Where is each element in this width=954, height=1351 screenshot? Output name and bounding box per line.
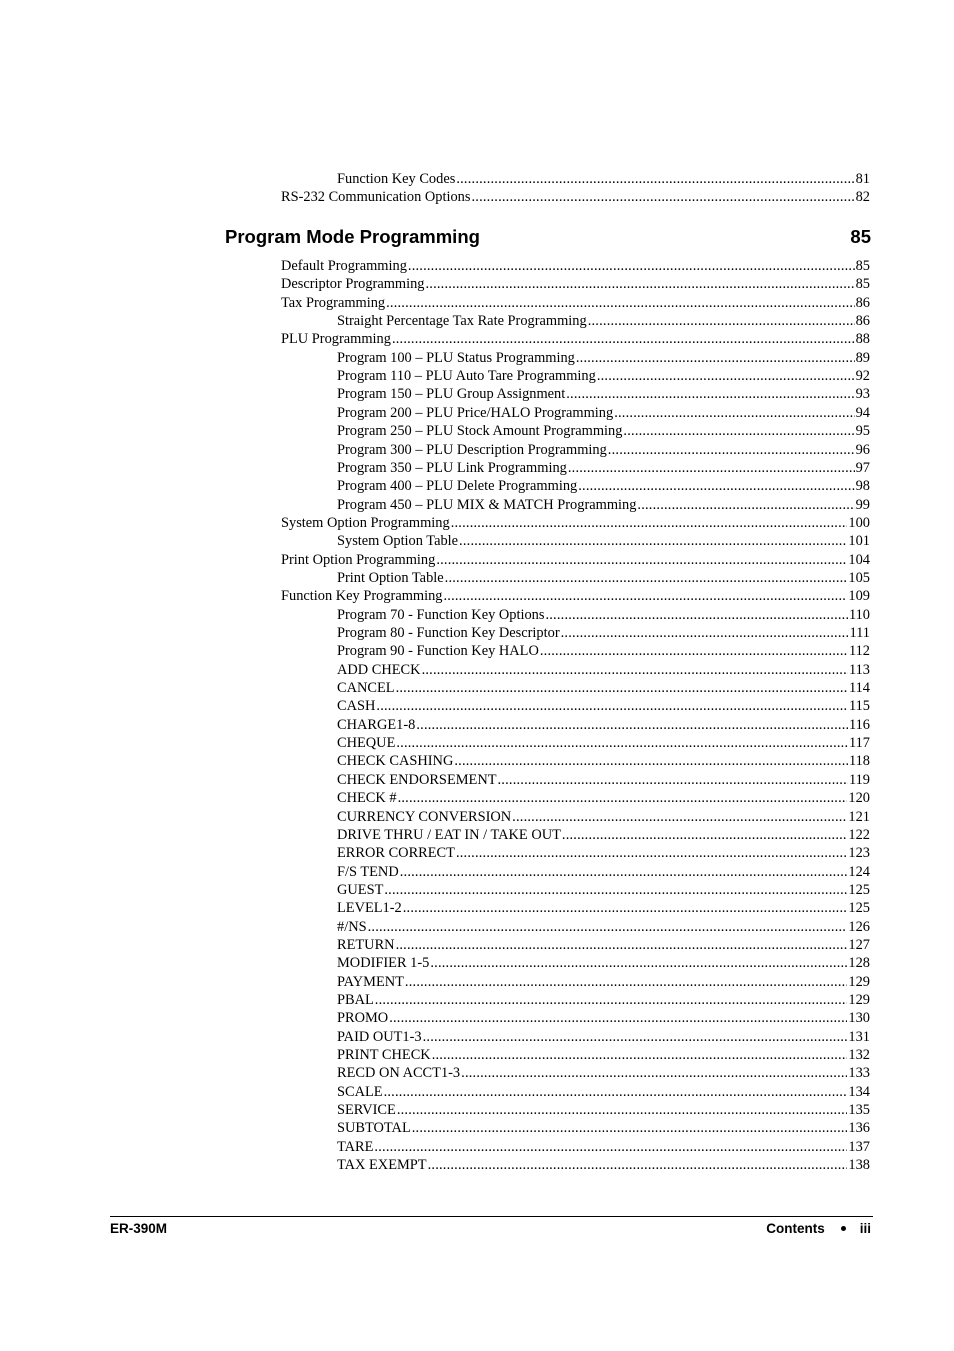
dot-leader [623, 422, 854, 440]
toc-entry-page: 96 [855, 441, 870, 458]
toc-entry-page: 136 [848, 1120, 870, 1137]
dot-leader [456, 170, 854, 188]
dot-leader [384, 881, 847, 899]
toc-entry-title: PBAL [337, 992, 374, 1008]
footer-section-label: Contents [766, 1221, 825, 1236]
toc-entry-title: TAX EXEMPT [337, 1157, 427, 1174]
dot-leader [375, 991, 848, 1009]
dot-leader [445, 569, 848, 587]
section-heading [225, 226, 871, 248]
toc-entry-page: 89 [855, 349, 870, 366]
toc-entry-title: F/S TEND [337, 863, 399, 880]
toc-entry[interactable] [337, 1028, 870, 1046]
dot-leader [386, 294, 855, 312]
toc-entry-page: 104 [848, 551, 870, 568]
toc-entry-title: RETURN [337, 936, 395, 953]
toc-entry[interactable] [337, 734, 870, 752]
toc-entry[interactable] [337, 679, 870, 697]
toc-entry[interactable] [281, 514, 870, 532]
section-page: 85 [850, 226, 871, 247]
toc-entry-title: Program 70 - Function Key Options [337, 606, 545, 623]
dot-leader [471, 188, 854, 206]
toc-entry[interactable] [337, 918, 870, 936]
bullet-icon [841, 1226, 846, 1231]
toc-entry-title: TARE [337, 1138, 374, 1155]
dot-leader [562, 826, 848, 844]
dot-leader [451, 514, 848, 532]
toc-entry[interactable] [337, 1064, 870, 1082]
toc-entry[interactable] [337, 844, 870, 862]
toc-entry-page: 126 [848, 918, 870, 935]
dot-leader [576, 349, 855, 367]
dot-leader [405, 973, 847, 991]
toc-entry-page: 125 [848, 881, 870, 898]
dot-leader [412, 1119, 848, 1137]
toc-entry-title: SCALE [337, 1083, 383, 1100]
toc-entry-title: Program 90 - Function Key HALO [337, 643, 539, 660]
toc-entry[interactable] [281, 587, 870, 605]
toc-entry[interactable] [337, 954, 870, 972]
toc-entry[interactable] [337, 716, 870, 734]
toc-entry[interactable] [281, 275, 870, 293]
toc-entry[interactable] [337, 532, 870, 550]
toc-entry-title: Default Programming [281, 258, 407, 274]
toc-entry-page: 92 [855, 368, 870, 385]
toc-entry[interactable] [337, 881, 870, 899]
toc-entry-title: Program 80 - Function Key Descriptor [337, 625, 560, 641]
toc-entry[interactable] [337, 349, 870, 367]
toc-entry-page: 134 [848, 1083, 870, 1100]
toc-entry[interactable] [337, 1046, 870, 1064]
toc-entry[interactable] [337, 496, 870, 514]
toc-entry-page: 113 [848, 661, 870, 678]
toc-entry-title: CHECK CASHING [337, 753, 454, 770]
toc-entry-page: 133 [848, 1065, 870, 1082]
toc-entry-page: 135 [848, 1102, 870, 1119]
toc-entry-page: 128 [848, 955, 870, 972]
toc-entry-title: Program 110 – PLU Auto Tare Programming [337, 368, 596, 385]
toc-entry-page: 105 [848, 569, 870, 586]
dot-leader [456, 844, 847, 862]
toc-entry-page: 137 [848, 1138, 870, 1155]
toc-entry-title: System Option Programming [281, 514, 450, 531]
dot-leader [400, 863, 848, 881]
toc-entry-page: 94 [855, 404, 870, 421]
toc-entry-page: 88 [855, 331, 870, 348]
toc-entry-title: Tax Programming [281, 294, 386, 311]
toc-entry-title: ERROR CORRECT [337, 845, 455, 862]
toc-entry[interactable] [337, 752, 870, 770]
toc-entry-title: CHECK ENDORSEMENT [337, 771, 497, 788]
toc-entry-title: Program 350 – PLU Link Programming [337, 459, 567, 476]
toc-entry-title: PLU Programming [281, 331, 391, 348]
toc-entry-title: Program 150 – PLU Group Assignment [337, 386, 566, 403]
toc-entry-page: 129 [848, 992, 870, 1008]
dot-leader [397, 1101, 848, 1119]
toc-entry-title: Program 300 – PLU Description Programming [337, 441, 607, 458]
toc-entry[interactable] [337, 404, 870, 422]
toc-entry[interactable] [337, 863, 870, 881]
dot-leader [398, 789, 848, 807]
dot-leader [545, 606, 847, 624]
toc-entry[interactable] [337, 1009, 870, 1027]
toc-entry-page: 97 [855, 459, 870, 476]
toc-entry-page: 101 [848, 533, 870, 550]
dot-leader [374, 1138, 847, 1156]
dot-leader [396, 679, 848, 697]
toc-entry-page: 116 [848, 716, 870, 733]
dot-leader [588, 312, 855, 330]
toc-entry[interactable] [337, 771, 870, 789]
toc-entry-page: 114 [848, 680, 870, 697]
toc-entry-page: 100 [848, 514, 870, 531]
section-title: Program Mode Programming [225, 226, 480, 247]
toc-entry-title: PRINT CHECK [337, 1047, 431, 1064]
toc-entry-page: 129 [848, 973, 870, 990]
toc-entry-page: 93 [855, 386, 870, 403]
dot-leader [384, 1083, 848, 1101]
toc-entry-page: 111 [849, 625, 870, 641]
toc-entry-page: 99 [855, 496, 870, 513]
toc-entry-title: #/NS [337, 918, 367, 935]
toc-entry-title: Function Key Codes [337, 171, 456, 187]
dot-leader [637, 496, 854, 514]
toc-entry[interactable] [337, 441, 870, 459]
toc-entry[interactable] [337, 606, 870, 624]
toc-entry-title: RS-232 Communication Options [281, 189, 471, 206]
toc-entry[interactable] [337, 899, 870, 917]
toc-entry-title: Descriptor Programming [281, 276, 425, 293]
toc-entry[interactable] [337, 170, 870, 188]
toc-entry-page: 138 [848, 1157, 870, 1174]
toc-entry[interactable] [337, 1083, 870, 1101]
toc-entry-title: Program 100 – PLU Status Programming [337, 349, 575, 366]
toc-entry-page: 132 [848, 1047, 870, 1064]
dot-leader [376, 697, 848, 715]
toc-entry-title: CASH [337, 698, 376, 715]
toc-entry[interactable] [337, 826, 870, 844]
dot-leader [425, 275, 854, 293]
dot-leader [389, 1009, 847, 1027]
dot-leader [568, 459, 855, 477]
toc-entry-title: Program 400 – PLU Delete Programming [337, 478, 578, 495]
toc-entry[interactable] [337, 459, 870, 477]
toc-entry-title: PAID OUT1-3 [337, 1028, 422, 1045]
toc-entry[interactable] [337, 312, 870, 330]
toc-entry[interactable] [337, 385, 870, 403]
dot-leader [368, 918, 848, 936]
toc-entry-title: System Option Table [337, 533, 459, 550]
dot-leader [443, 587, 847, 605]
toc-entry[interactable] [337, 1138, 870, 1156]
toc-entry-title: PROMO [337, 1010, 389, 1027]
toc-entry[interactable] [281, 188, 870, 206]
toc-entry-title: CHARGE1-8 [337, 716, 416, 733]
dot-leader [540, 642, 848, 660]
toc-entry-page: 123 [848, 845, 870, 862]
toc-entry[interactable] [337, 973, 870, 991]
toc-entry-title: DRIVE THRU / EAT IN / TAKE OUT [337, 826, 561, 843]
toc-entry-title: Straight Percentage Tax Rate Programming [337, 313, 587, 330]
dot-leader [561, 624, 849, 642]
toc-entry-page: 130 [848, 1010, 870, 1027]
dot-leader [597, 367, 855, 385]
toc-entry-title: CANCEL [337, 680, 395, 697]
toc-entry-page: 124 [848, 863, 870, 880]
toc-entry-title: Print Option Programming [281, 551, 436, 568]
dot-leader [396, 936, 848, 954]
toc-entry[interactable] [337, 991, 870, 1009]
toc-entry-page: 98 [855, 478, 870, 495]
toc-entry-title: CHECK # [337, 790, 397, 807]
toc-entry[interactable] [337, 642, 870, 660]
toc-entry[interactable] [337, 661, 870, 679]
toc-entry[interactable] [281, 294, 870, 312]
dot-leader [408, 257, 855, 275]
dot-leader [416, 716, 848, 734]
toc-entry-title: Program 200 – PLU Price/HALO Programming [337, 404, 614, 421]
toc-entry[interactable] [337, 1101, 870, 1119]
toc-entry-title: PAYMENT [337, 973, 404, 990]
toc-entry-title: RECD ON ACCT1-3 [337, 1065, 461, 1082]
dot-leader [422, 661, 848, 679]
toc-entry-page: 82 [855, 189, 870, 206]
dot-leader [498, 771, 848, 789]
dot-leader [396, 734, 848, 752]
toc-entry-page: 120 [848, 790, 870, 807]
toc-entry-title: CHEQUE [337, 735, 396, 752]
toc-entry-page: 109 [848, 588, 870, 605]
toc-entry[interactable] [337, 624, 870, 642]
footer-model: ER-390M [110, 1221, 168, 1236]
dot-leader [614, 404, 854, 422]
toc-entry-title: Print Option Table [337, 569, 444, 586]
toc-entry-page: 118 [848, 753, 870, 770]
toc-entry-page: 85 [855, 258, 870, 274]
toc-entry-title: GUEST [337, 881, 384, 898]
toc-entry-title: SERVICE [337, 1102, 396, 1119]
dot-leader [578, 477, 854, 495]
toc-entry-page: 86 [855, 313, 870, 330]
toc-entry-page: 122 [848, 826, 870, 843]
toc-entry-title: LEVEL1-2 [337, 900, 402, 917]
toc-entry[interactable] [337, 808, 870, 826]
dot-leader [461, 1064, 847, 1082]
dot-leader [436, 551, 847, 569]
toc-entry-page: 131 [848, 1028, 870, 1045]
dot-leader [428, 1156, 848, 1174]
toc-entry[interactable] [337, 1156, 870, 1174]
dot-leader [392, 330, 855, 348]
toc-entry-title: Program 250 – PLU Stock Amount Programming [337, 423, 623, 440]
dot-leader [454, 752, 848, 770]
page-footer [110, 1219, 873, 1239]
toc-entry-title: MODIFIER 1-5 [337, 955, 430, 972]
toc-entry-page: 85 [855, 276, 870, 293]
toc-entry-page: 125 [848, 900, 870, 917]
dot-leader [566, 385, 854, 403]
footer-right [766, 1221, 871, 1236]
toc-entry-page: 95 [855, 423, 870, 440]
toc-entry[interactable] [281, 257, 870, 275]
toc-entry-page: 112 [848, 643, 870, 660]
toc-entry-page: 110 [848, 606, 870, 623]
toc-entry-title: Program 450 – PLU MIX & MATCH Programming [337, 496, 637, 513]
toc-entry[interactable] [337, 477, 870, 495]
toc-entry[interactable] [281, 330, 870, 348]
toc-entry-title: CURRENCY CONVERSION [337, 808, 512, 825]
toc-entry-page: 117 [848, 735, 870, 752]
toc-entry[interactable] [337, 569, 870, 587]
toc-entry[interactable] [337, 1119, 870, 1137]
dot-leader [608, 441, 855, 459]
dot-leader [403, 899, 848, 917]
toc-entry-page: 119 [848, 771, 870, 788]
toc-entry[interactable] [337, 367, 870, 385]
toc-entry-page: 115 [848, 698, 870, 715]
dot-leader [423, 1028, 848, 1046]
footer-rule [110, 1216, 873, 1217]
toc-entry[interactable] [337, 936, 870, 954]
toc-entry[interactable] [337, 697, 870, 715]
toc-entry-page: 121 [848, 808, 870, 825]
dot-leader [432, 1046, 848, 1064]
dot-leader [459, 532, 847, 550]
dot-leader [512, 808, 847, 826]
toc-entry[interactable] [337, 422, 870, 440]
toc-entry[interactable] [337, 789, 870, 807]
toc-entry-page: 81 [855, 171, 870, 187]
toc-entry-title: ADD CHECK [337, 661, 421, 678]
dot-leader [430, 954, 847, 972]
toc-entry[interactable] [281, 551, 870, 569]
toc-entry-title: SUBTOTAL [337, 1120, 411, 1137]
toc-entry-page: 127 [848, 936, 870, 953]
footer-page-number: iii [859, 1221, 871, 1236]
toc-entry-page: 86 [855, 294, 870, 311]
toc-entry-title: Function Key Programming [281, 588, 443, 605]
